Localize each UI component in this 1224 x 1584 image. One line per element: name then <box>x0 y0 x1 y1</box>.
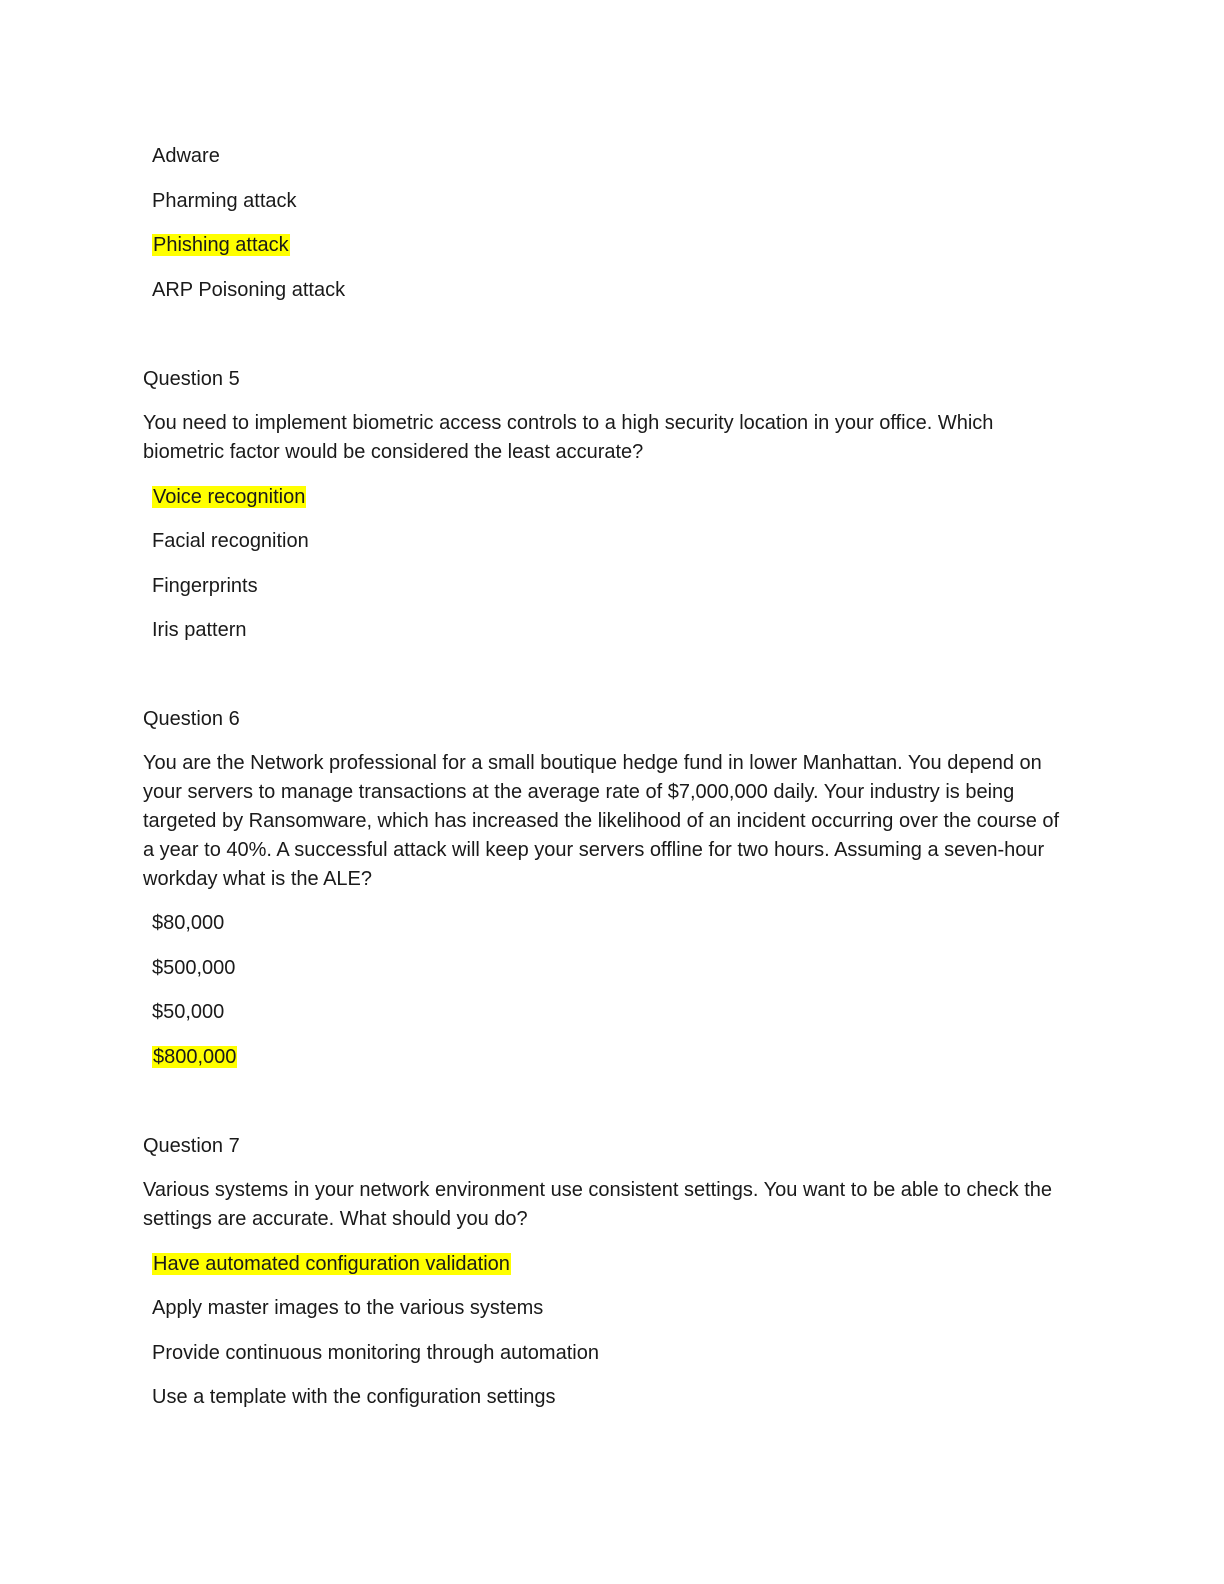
q6-option-4 <box>152 1044 237 1070</box>
q4-option-2: Pharming attack <box>152 190 297 212</box>
question-7-title: Question 7 <box>143 1135 240 1157</box>
q7-option-3: Provide continuous monitoring through automation <box>152 1342 599 1364</box>
answer-highlight: Have automated configuration validation <box>153 1253 510 1275</box>
q7-option-4: Use a template with the configuration settings <box>152 1386 556 1408</box>
q6-option-3: $50,000 <box>152 1001 225 1023</box>
q6-option-2: $500,000 <box>152 957 236 979</box>
q5-option-3: Fingerprints <box>152 575 258 597</box>
q6-option-1: $80,000 <box>152 912 225 934</box>
question-6-text: You are the Network professional for a small boutique hedge fund in lower Manhattan. You depend on your servers to manage transactions at the average rate of $7,000,000 daily. Your industry is being targeted by Ransomware, which has increased the likelihood of an incident occurring over the course of a year to 40%. A successful attack will keep your servers offline for two hours. Assuming a seven-hour workday what is the ALE? <box>143 752 1060 890</box>
question-5-title: Question 5 <box>143 368 240 390</box>
question-6-title: Question 6 <box>143 708 240 730</box>
q5-option-2: Facial recognition <box>152 530 309 552</box>
question-5-text: You need to implement biometric access controls to a high security location in your office. Which biometric factor would be considered the least accurate? <box>143 412 994 463</box>
q5-option-4: Iris pattern <box>152 619 247 641</box>
q7-option-1 <box>152 1251 511 1277</box>
q4-option-3 <box>152 232 290 258</box>
q7-option-2: Apply master images to the various systems <box>152 1297 544 1319</box>
answer-highlight: Phishing attack <box>153 234 289 256</box>
q5-option-1 <box>152 484 306 510</box>
answer-highlight: Voice recognition <box>153 486 306 508</box>
q4-option-4: ARP Poisoning attack <box>152 279 346 301</box>
q4-option-1: Adware <box>152 145 220 167</box>
question-7-text: Various systems in your network environment use consistent settings. You want to be able to check the settings are accurate. What should you do? <box>143 1179 1053 1230</box>
answer-highlight: $800,000 <box>153 1046 237 1068</box>
